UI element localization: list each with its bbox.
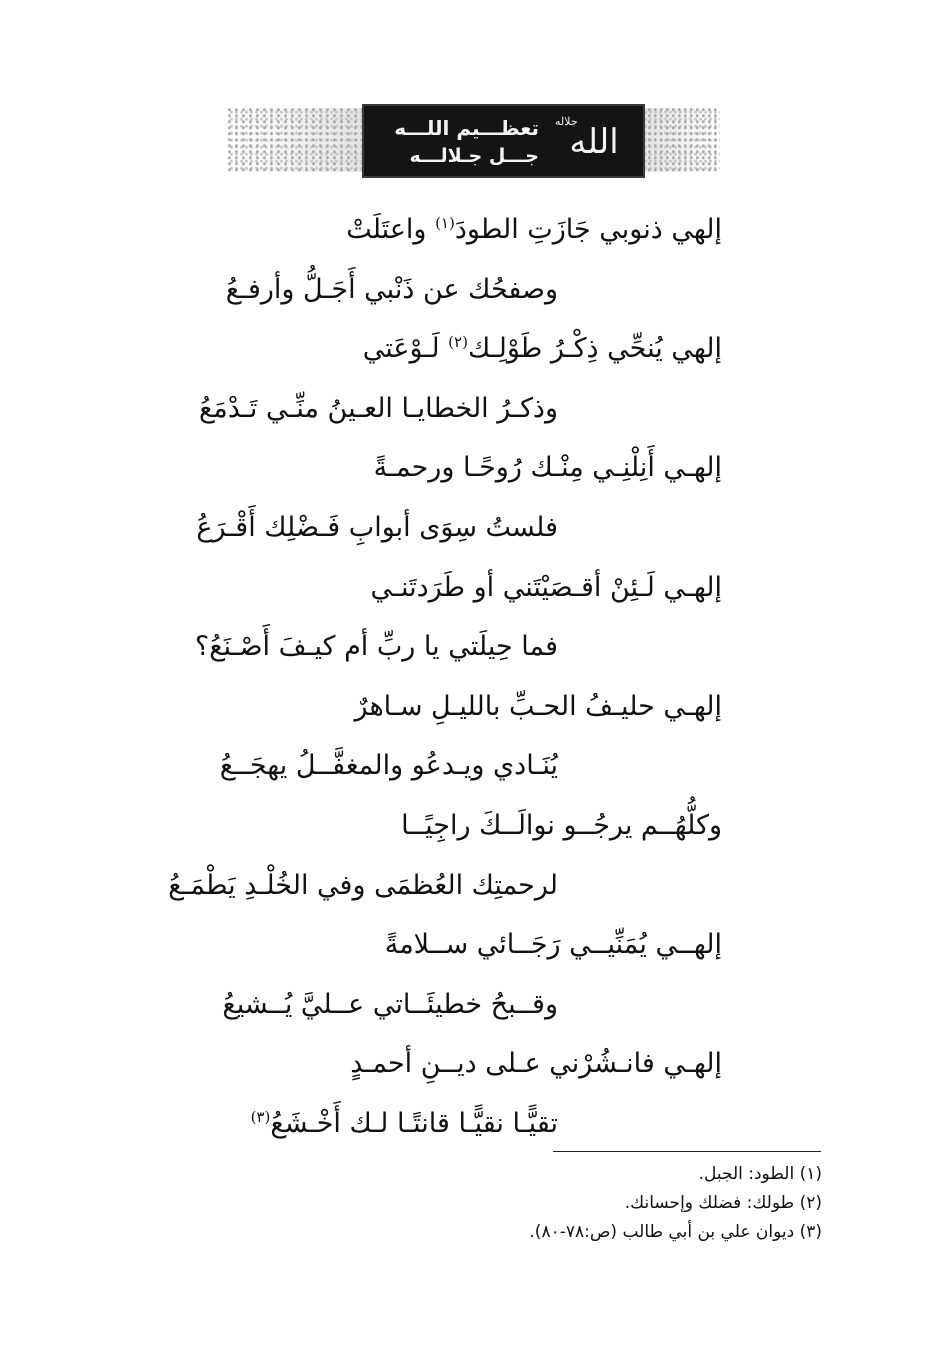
verse-7-first-hemistich: إلهــي يُمَنِّيــي رَجَــائي ســلامةً — [384, 929, 722, 961]
footnote-2: (٢) طولك: فضلك وإحسانك. — [624, 1193, 822, 1213]
verse-7-second-hemistich: وقــبحُ خطيئَــاتي عــليَّ يُــشيعُ — [222, 988, 558, 1020]
footnote-marker: (١) — [435, 214, 455, 232]
chapter-title-line2: جـــل جـلالـــه — [409, 145, 539, 167]
footnote-1: (١) الطود: الجبل. — [698, 1164, 822, 1184]
footnote-marker: (٢) — [448, 333, 468, 352]
verse-3-second-hemistich: فلستُ سِوَى أبوابِ فَـضْلِك أَقْـرَعُ — [196, 511, 558, 543]
verse-8-first-hemistich: إلهـي فانـشُرْني عـلى ديــنِ أحمـدٍ — [350, 1048, 722, 1080]
verse-5-first-hemistich: إلهـي حليـفُ الحـبِّ بالليـلِ سـاهرٌ — [354, 690, 722, 722]
decorative-texture-right — [642, 108, 720, 172]
chapter-header-banner — [228, 98, 720, 184]
decorative-texture-left — [228, 108, 368, 172]
chapter-title — [369, 114, 539, 170]
verse-2-second-hemistich: وذكـرُ الخطايـا العـينُ منِّـي تَـدْمَعُ — [198, 392, 558, 424]
footnotes — [450, 1160, 822, 1247]
verse-5-second-hemistich: يُنَـادي ويـدعُو والمغفَّــلُ يهجَــعُ — [219, 750, 558, 782]
emblem-small-text: جلاله — [555, 115, 578, 128]
verse-6-second-hemistich: لرحمتِك العُظمَى وفي الخُلْـدِ يَطْمَـعُ — [168, 869, 558, 901]
poem — [168, 200, 730, 1154]
verse-3-first-hemistich: إلهـي أَنِلْنِـي مِنْـك رُوحًـا ورحمـةً — [373, 452, 722, 484]
verse-4-second-hemistich: فما حِيلَتي يا ربِّ أم كيـفَ أَصْـنَعُ؟ — [194, 631, 558, 663]
footnote-separator — [553, 1151, 821, 1152]
verse-2-first-hemistich: إلهي يُنحِّي ذِكْـرُ طَوْلِـك$^{(٢)}$ لَـوْعَتي — [362, 333, 722, 365]
chapter-title-box — [362, 104, 645, 178]
footnote-marker: (٣) — [250, 1107, 271, 1126]
emblem-text: الله — [569, 122, 619, 162]
verse-6-first-hemistich: وكلُّهُــم يرجُــو نوالَــكَ راجِيًــا — [401, 809, 722, 841]
verse-1-first-hemistich: إلهي ذنوبي جَازَتِ الطودَ$^{(١)}$ واعتَلَتْ — [346, 214, 722, 245]
footnote-3: (٣) ديوان علي بن أبي طالب (ص:٧٨-٨٠). — [529, 1222, 822, 1242]
allah-calligraphy-emblem — [553, 112, 635, 172]
verse-4-first-hemistich: إلهـي لَـئِنْ أقـصَيْتَني أو طَرَدتَنـي — [370, 571, 722, 603]
chapter-title-line1: تعظـــيم اللـــه — [394, 116, 539, 140]
verse-8-second-hemistich: تقيًّـا نقيًّـا قانتًـا لـك أَخْـشَعُ$^{(٣)}$ — [250, 1107, 558, 1139]
verse-1-second-hemistich: وصفحُك عن ذَنْبي أَجَـلُّ وأرفـعُ — [225, 273, 558, 305]
